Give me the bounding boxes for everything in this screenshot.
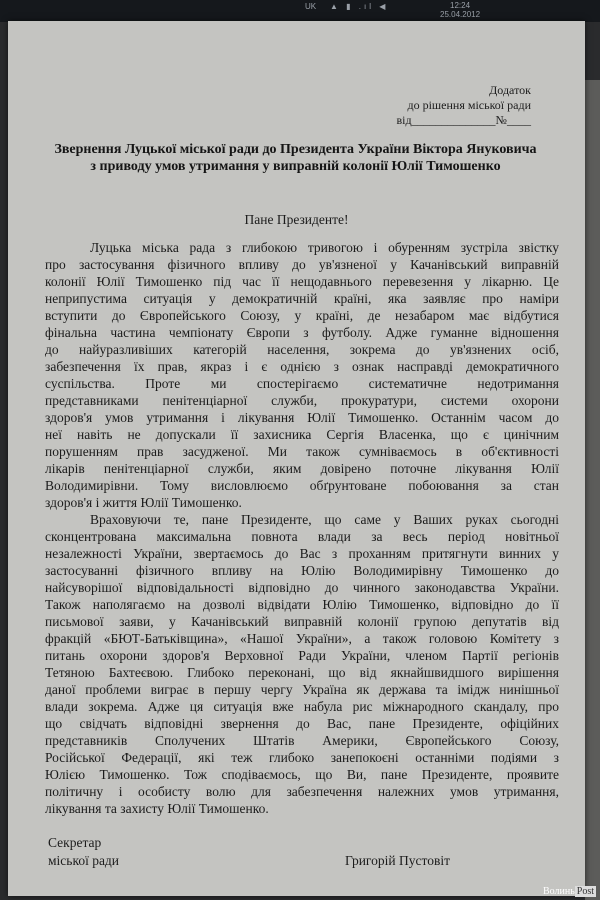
text-line: лікарів пенітенціарної служби, яким довірено поточне лікування Юлії bbox=[45, 461, 559, 476]
text-line: фінальна частина чемпіонату Європи з футболу. Адже гуманне відношення bbox=[45, 325, 559, 340]
position-line: міської ради bbox=[48, 853, 120, 868]
watermark-badge: Post bbox=[576, 886, 594, 897]
text-line: Луцька міська рада з глибокою тривогою і обуренням зустріла звістку bbox=[90, 240, 559, 255]
document-title: Звернення Луцької міської ради до Президента України Віктора Януковича з приводу умов утримання у виправній колонії Юлії Тимошенко bbox=[54, 142, 537, 174]
text-line: фракцій «БЮТ-Батьківщина», «Нашої України», а також головою Комітету з bbox=[45, 631, 559, 646]
background-document bbox=[585, 80, 600, 900]
document-body bbox=[45, 239, 559, 817]
greeting: Пане Президенте! bbox=[244, 212, 349, 227]
tray-icons[interactable]: ▲ ▮ .ıl ◀ bbox=[330, 2, 389, 11]
text-line: здоров'я і життя Юлії Тимошенко. bbox=[45, 495, 242, 510]
text-line: влади зокрема. Адже ця ситуація вже набула рис міжнародного скандалу, про bbox=[45, 699, 559, 714]
paragraph bbox=[45, 511, 559, 817]
text-line: політичну і особисту волю для забезпечення належних умов утримання, bbox=[45, 784, 559, 799]
clock[interactable] bbox=[440, 1, 480, 19]
addendum-line: до рішення міської ради bbox=[407, 98, 531, 112]
paragraph bbox=[45, 239, 559, 511]
text-line: Також наполягаємо на дозволі відвідати Юлію Тимошенко, відповідно до її bbox=[45, 597, 559, 612]
text-line: до найуразливіших категорій населення, зокрема до ув'язнених осіб, bbox=[45, 342, 559, 357]
text-line: суспільства. Проте ми спостерігаємо систематичне недотримання bbox=[45, 376, 559, 391]
addendum-note bbox=[396, 83, 531, 128]
text-line: забезпечення їх прав, якраз і є однією з ознак насправді демократичного bbox=[45, 359, 559, 374]
position-line: Секретар bbox=[48, 835, 102, 850]
watermark-logo bbox=[543, 886, 596, 897]
text-line: Враховуючи те, пане Президенте, що саме у Ваших руках сьогодні bbox=[90, 512, 559, 527]
document-page bbox=[8, 21, 585, 896]
text-line: застосуванні фізичного впливу на Юлію Володимирівну Тимошенко до bbox=[45, 563, 559, 578]
text-line: порушенням прав засудженої. Ми також сумніваємось в об'єктивності bbox=[45, 444, 559, 459]
taskbar bbox=[0, 0, 600, 22]
signatory-name: Григорій Пустовіт bbox=[345, 853, 450, 868]
text-line: представників Сполучених Штатів Америки, Європейського Союзу, bbox=[45, 733, 559, 748]
watermark-text: Волинь bbox=[542, 886, 575, 897]
addendum-line: від______________№____ bbox=[396, 113, 531, 127]
text-line: сконцентрована максимальна повнота влади за весь період новітньої bbox=[45, 529, 559, 544]
text-line: вступити до Європейського Союзу, у країні, де незабаром має відбутися bbox=[45, 308, 559, 323]
clock-date: 25.04.2012 bbox=[440, 10, 481, 19]
text-line: Російської Федерації, які теж глибоко занепокоєні останніми подіями з bbox=[45, 750, 559, 765]
text-line: неприпустима ситуація у демократичній країні, яка заявляє про наміри bbox=[45, 291, 559, 306]
text-line: про застосування фізичного впливу до ув'язненої у Качанівський виправній bbox=[45, 257, 559, 272]
text-line: найсуворішої відповідальності відповідно до чинного законодавства України. bbox=[45, 580, 559, 595]
text-line: даної проблеми виграє в першу чергу Україна як держава та імідж нинішньої bbox=[45, 682, 559, 697]
text-line: лікування та захисту Юлії Тимошенко. bbox=[45, 801, 269, 816]
text-line: неї навіть не допускали її захисника Сергія Власенка, що є цинічним bbox=[45, 427, 559, 442]
text-line: колонії Юлії Тимошенко під час її нещодавнього перевезення у лікарню. Це bbox=[45, 274, 559, 289]
text-line: здоров'я умов утримання і лікування Юлії Тимошенко. Останнім часом до bbox=[45, 410, 559, 425]
language-indicator[interactable]: UK bbox=[305, 2, 317, 11]
text-line: представниками пенітенціарної служби, прокуратури, системи охорони bbox=[45, 393, 559, 408]
text-line: що свідчать відповідні звернення до Вас, пане Президенте, офіційних bbox=[45, 716, 559, 731]
text-line: Володимирівни. Тому висловлюємо обґрунтоване побоювання за стан bbox=[45, 478, 559, 493]
text-line: Юлією Тимошенко. Тож сподіваємось, що Ви, пане Президенте, проявите bbox=[45, 767, 559, 782]
addendum-line: Додаток bbox=[489, 83, 531, 97]
text-line: Тетяною Бахтеєвою. Глибоко переконані, що від якнайшвидшого вирішення bbox=[45, 665, 559, 680]
text-line: питань охорони здоров'я Верховної Ради України, членом Партії регіонів bbox=[45, 648, 559, 663]
clock-time: 12:24 bbox=[450, 1, 471, 10]
text-line: письмової заяви, у Качанівський виправній колонії групою депутатів від bbox=[45, 614, 559, 629]
text-line: незалежності України, звертаємось до Вас з проханням притягнути винних у bbox=[45, 546, 559, 561]
signatory-position bbox=[48, 834, 119, 870]
